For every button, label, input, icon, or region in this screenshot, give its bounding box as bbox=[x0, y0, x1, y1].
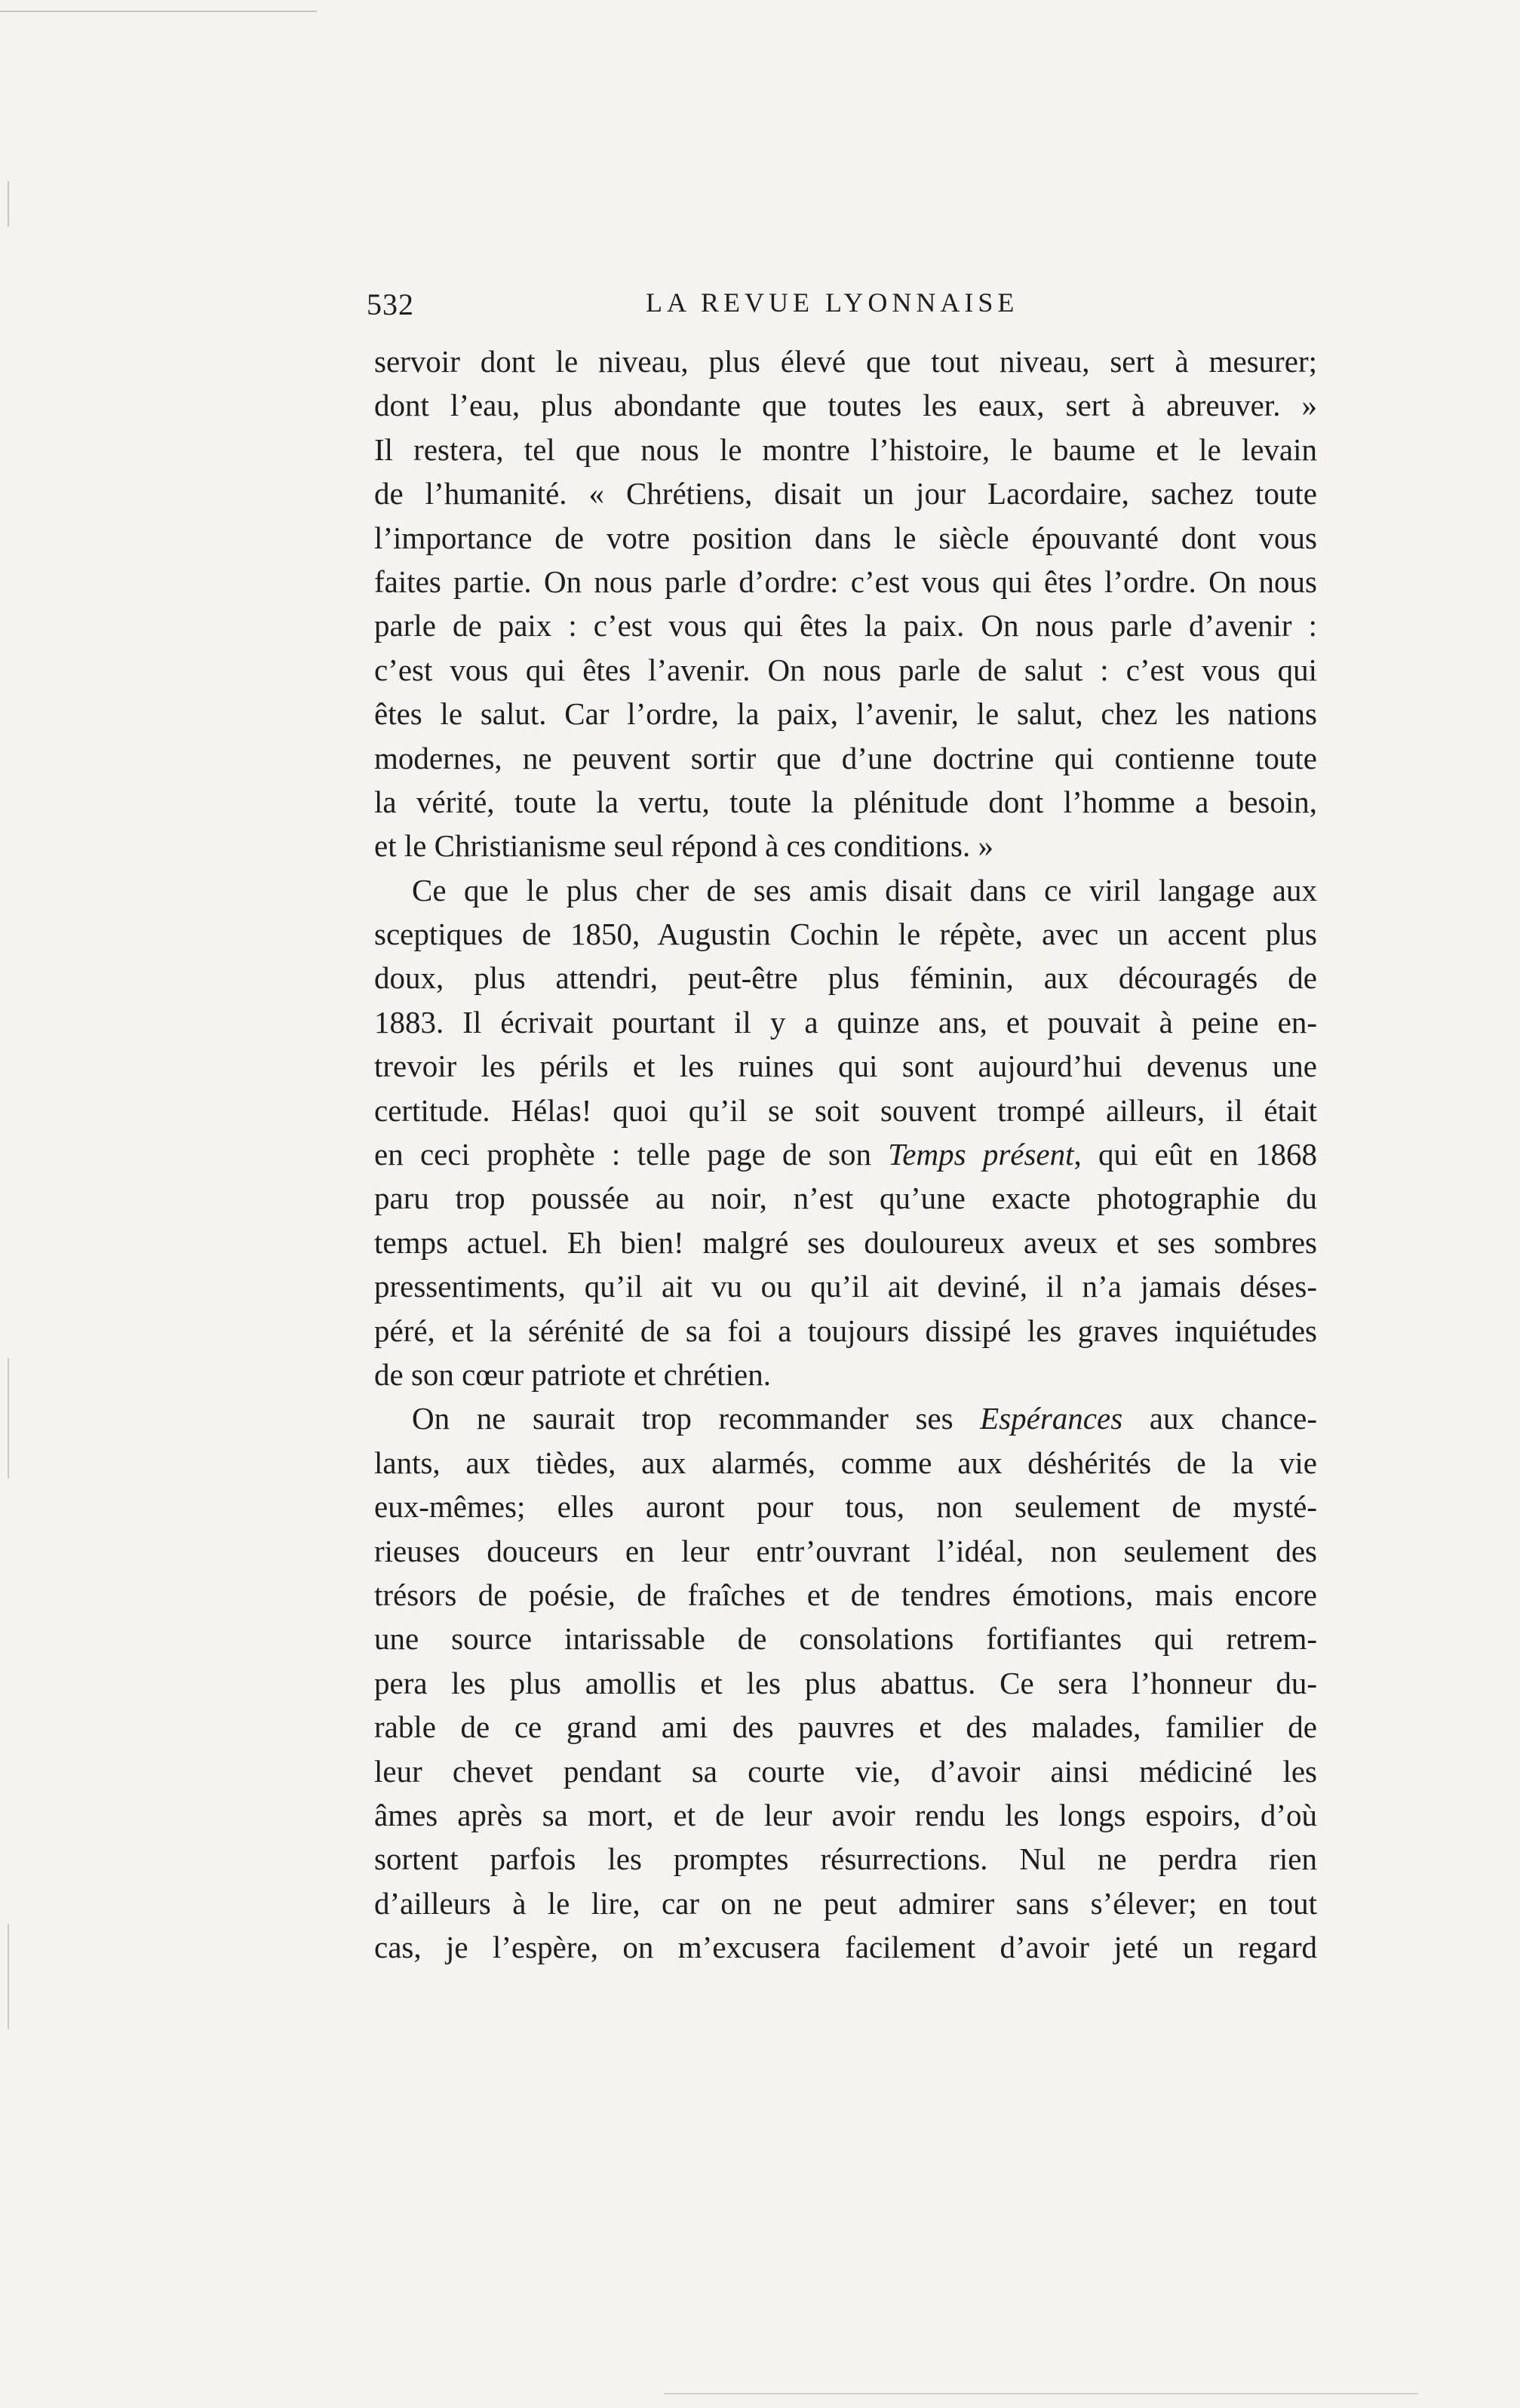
text-line: une source intarissable de consolations fortifiantes qui retrem- bbox=[374, 1621, 1317, 1657]
text-line: c’est vous qui êtes l’avenir. On nous parle de salut : c’est vous qui bbox=[374, 652, 1317, 687]
text-line: rieuses douceurs en leur entr’ouvrant l’idéal, non seulement des bbox=[374, 1533, 1317, 1568]
text-line: Ce que le plus cher de ses amis disait dans ce viril langage aux bbox=[412, 872, 1317, 908]
body-text bbox=[374, 339, 1317, 1969]
text-line: péré, et la sérénité de sa foi a toujours dissipé les graves inquiétudes bbox=[374, 1313, 1317, 1348]
text-line: paru trop poussée au noir, n’est qu’une exacte photographie du bbox=[374, 1181, 1317, 1216]
text-line: et le Christianisme seul répond à ces conditions. » bbox=[374, 828, 993, 864]
text-segment: On ne saurait trop recommander ses bbox=[412, 1401, 981, 1436]
text-line: la vérité, toute la vertu, toute la plénitude dont l’homme a besoin, bbox=[374, 784, 1317, 819]
text-line: pressentiments, qu’il ait vu ou qu’il ait deviné, il n’a jamais déses- bbox=[374, 1269, 1317, 1304]
text-segment: , qui eût en 1868 bbox=[1073, 1137, 1317, 1172]
scan-edge-top bbox=[0, 11, 317, 12]
text-line: dont l’eau, plus abondante que toutes les eaux, sert à abreuver. » bbox=[374, 388, 1317, 423]
text-line: temps actuel. Eh bien! malgré ses douloureux aveux et ses sombres bbox=[374, 1224, 1317, 1260]
text-line: trésors de poésie, de fraîches et de tendres émotions, mais encore bbox=[374, 1577, 1317, 1612]
text-line: âmes après sa mort, et de leur avoir rendu les longs espoirs, d’où bbox=[374, 1797, 1317, 1832]
page-number: 532 bbox=[367, 287, 414, 321]
text-line: certitude. Hélas! quoi qu’il se soit souvent trompé ailleurs, il était bbox=[374, 1092, 1317, 1128]
text-line: êtes le salut. Car l’ordre, la paix, l’avenir, le salut, chez les nations bbox=[374, 696, 1317, 732]
page-header bbox=[367, 287, 1332, 332]
text-line bbox=[374, 1396, 1317, 1440]
scan-edge-left-2 bbox=[8, 1358, 9, 1479]
text-line: doux, plus attendri, peut-être plus féminin, aux découragés de bbox=[374, 960, 1317, 996]
text-line: de son cœur patriote et chrétien. bbox=[374, 1356, 771, 1392]
book-title-esperances: Espérances bbox=[980, 1401, 1123, 1436]
text-line: de l’humanité. « Chrétiens, disait un jour Lacordaire, sachez toute bbox=[374, 476, 1317, 511]
text-line: eux-mêmes; elles auront pour tous, non seulement de mysté- bbox=[374, 1489, 1317, 1525]
text-line: d’ailleurs à le lire, car on ne peut admirer sans s’élever; en tout bbox=[374, 1885, 1317, 1921]
text-line: servoir dont le niveau, plus élevé que tout niveau, sert à mesurer; bbox=[374, 344, 1317, 379]
text-line: l’importance de votre position dans le siècle épouvanté dont vous bbox=[374, 520, 1317, 555]
text-line: pera les plus amollis et les plus abattus. Ce sera l’honneur du- bbox=[374, 1665, 1317, 1700]
text-line: 1883. Il écrivait pourtant il y a quinze ans, et pouvait à peine en- bbox=[374, 1004, 1317, 1040]
scan-edge-left-1 bbox=[8, 181, 9, 226]
text-line: cas, je l’espère, on m’excusera facilement d’avoir jeté un regard bbox=[374, 1930, 1317, 1965]
text-line: modernes, ne peuvent sortir que d’une doctrine qui contienne toute bbox=[374, 740, 1317, 776]
text-line: Il restera, tel que nous le montre l’histoire, le baume et le levain bbox=[374, 432, 1317, 467]
text-line: sortent parfois les promptes résurrections. Nul ne perdra rien bbox=[374, 1841, 1317, 1877]
text-line: leur chevet pendant sa courte vie, d’avoir ainsi médiciné les bbox=[374, 1753, 1317, 1789]
text-line: lants, aux tièdes, aux alarmés, comme aux déshérités de la vie bbox=[374, 1445, 1317, 1480]
text-line: faites partie. On nous parle d’ordre: c’est vous qui êtes l’ordre. On nous bbox=[374, 564, 1317, 599]
text-line: trevoir les périls et les ruines qui sont aujourd’hui devenus une bbox=[374, 1049, 1317, 1084]
text-line: rable de ce grand ami des pauvres et des malades, familier de bbox=[374, 1709, 1317, 1745]
text-segment: aux chance- bbox=[1122, 1401, 1317, 1436]
scan-edge-bottom bbox=[664, 2393, 1418, 2394]
text-line: parle de paix : c’est vous qui êtes la paix. On nous parle d’avenir : bbox=[374, 608, 1317, 643]
book-title-temps-present: Temps présent bbox=[888, 1137, 1074, 1172]
text-line bbox=[374, 1132, 1317, 1176]
running-title: LA REVUE LYONNAISE bbox=[646, 287, 1019, 318]
scan-edge-left-3 bbox=[8, 1924, 9, 2029]
text-segment: en ceci prophète : telle page de son bbox=[374, 1137, 889, 1172]
text-line: sceptiques de 1850, Augustin Cochin le répète, avec un accent plus bbox=[374, 917, 1317, 952]
